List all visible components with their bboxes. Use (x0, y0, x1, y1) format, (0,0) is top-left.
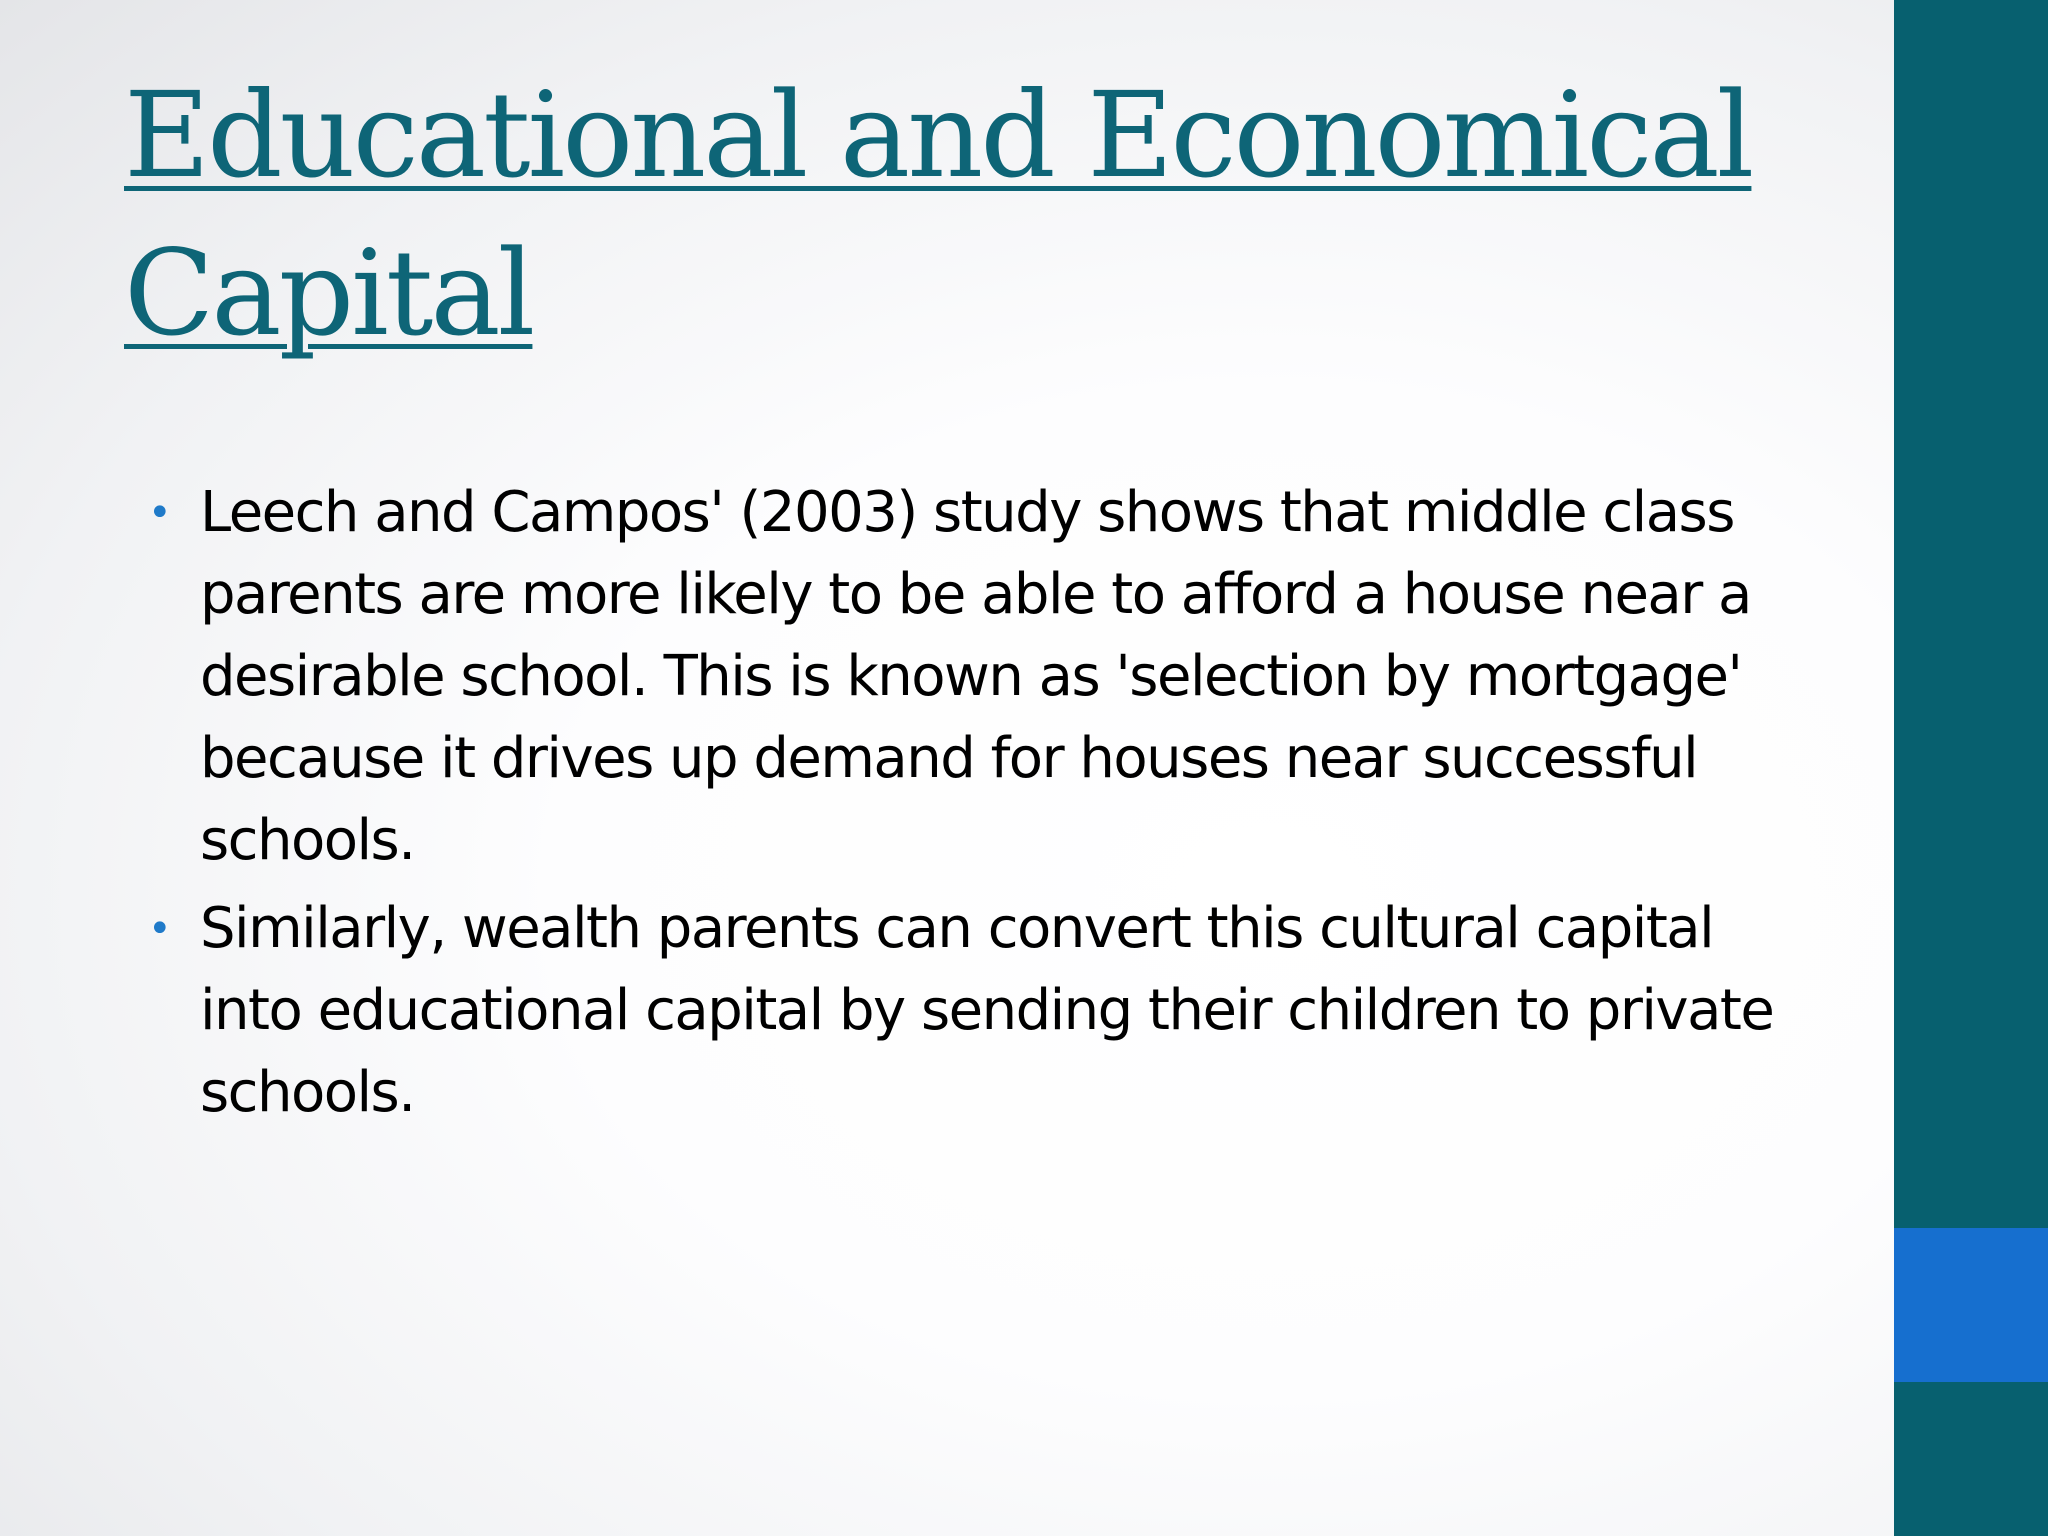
decorative-sidebar-accent (1894, 1228, 2048, 1382)
slide-title: Educational and Economical Capital (124, 66, 1752, 362)
bullet-item (148, 888, 1788, 1134)
bullet-icon: • (148, 490, 171, 536)
bullet-icon: • (148, 906, 171, 952)
bullet-text: Similarly, wealth parents can convert this cultural capital into educational capital by sending their children to private schools. (200, 896, 1774, 1125)
bullet-text: Leech and Campos' (2003) study shows that middle class parents are more likely to be able to afford a house near a desirable school. This is known as 'selection by mortgage' because it drives up demand for houses near successful schools. (200, 480, 1751, 873)
bullet-item (148, 472, 1788, 882)
bullet-list (148, 472, 1788, 1140)
